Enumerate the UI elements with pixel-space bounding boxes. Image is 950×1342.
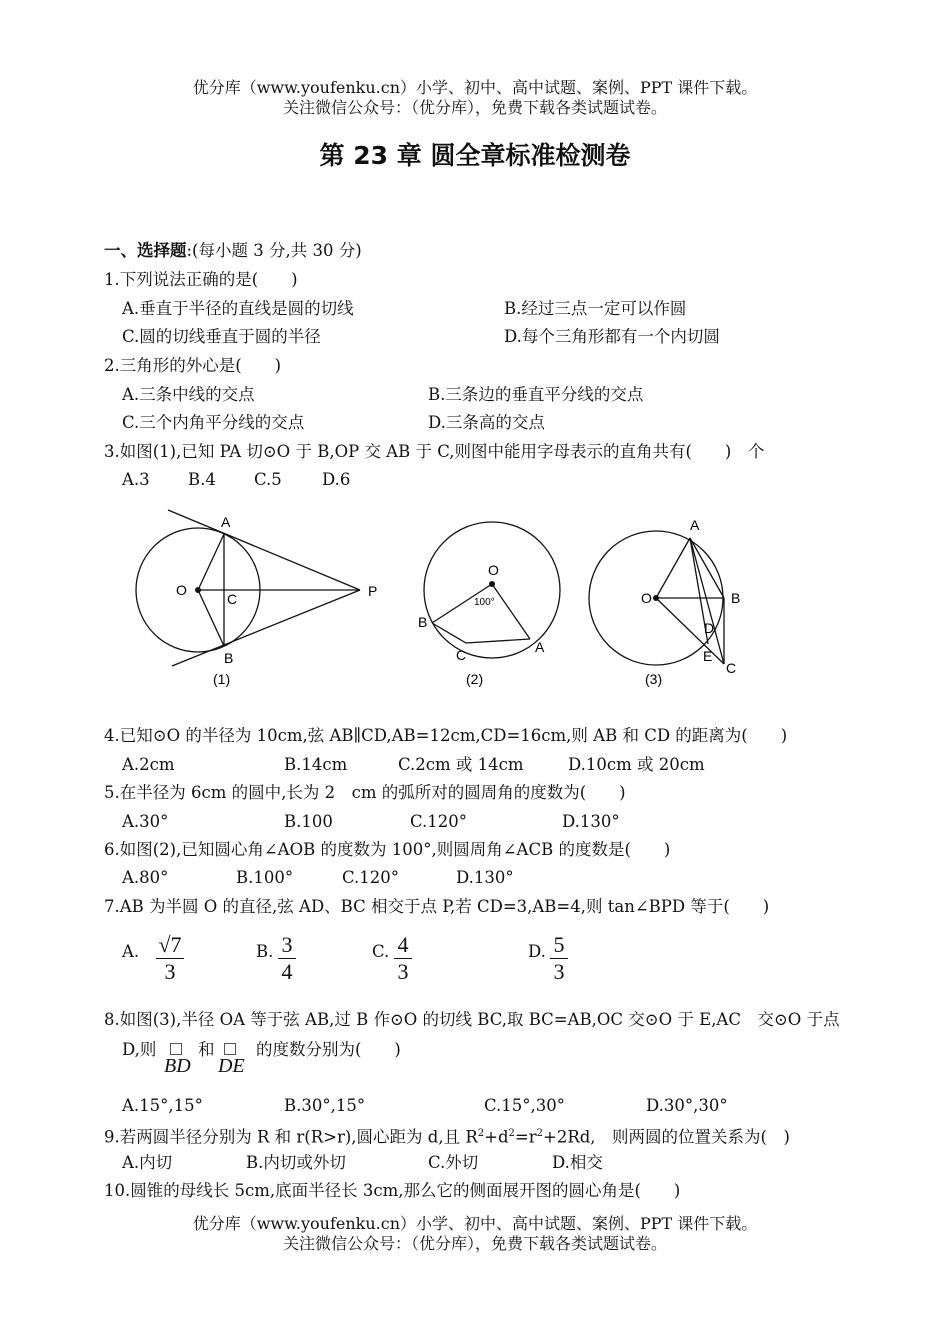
q7-option-d-label: D.: [528, 942, 546, 961]
q2-option-a: A.三条中线的交点: [122, 385, 255, 404]
q10-stem: 10.圆锥的母线长 5cm,底面半径长 3cm,那么它的侧面展开图的圆心角是( ): [104, 1181, 681, 1200]
q1-stem: 1.下列说法正确的是( ): [104, 270, 298, 289]
q2-option-c: C.三个内角平分线的交点: [122, 413, 305, 432]
fig1-label-o: O: [176, 582, 187, 598]
header-line-2: 关注微信公众号：（优分库），免费下载各类试题试卷。: [282, 98, 667, 117]
fig1-label-p: P: [368, 583, 378, 599]
q9-mid-1: +d: [484, 1127, 509, 1147]
fig2-angle-label: 100°: [474, 597, 495, 608]
fig2-center-dot: [489, 581, 495, 587]
fig2-label-c: C: [456, 647, 467, 663]
q9-stem-post: +2Rd, 则两圆的位置关系为( ): [543, 1127, 790, 1147]
fig1-center-dot: [195, 587, 201, 593]
section-note: :(每小题 3 分,共 30 分): [186, 241, 362, 260]
q4-option-d: D.10cm 或 20cm: [568, 755, 705, 774]
q9-sup-3: 2: [536, 1128, 543, 1139]
q5-option-b: B.100: [284, 812, 333, 831]
footer-line-1: 优分库（www.youfenku.cn）小学、初中、高中试题、案例、PPT 课件下载。: [192, 1214, 758, 1233]
fig3-label-b: B: [731, 590, 741, 606]
q5-option-a: A.30°: [122, 812, 169, 831]
q7-option-c-label: C.: [372, 942, 390, 961]
fig3-label-d: D: [704, 620, 715, 636]
q1-option-d: D.每个三角形都有一个内切圆: [504, 327, 720, 346]
q9-option-b: B.内切或外切: [246, 1153, 346, 1172]
footer-line-2: 关注微信公众号：（优分库），免费下载各类试题试卷。: [282, 1234, 667, 1253]
q9-sup-2: 2: [508, 1128, 515, 1139]
q3-option-c: C.5: [254, 470, 282, 489]
q5-option-d: D.130°: [562, 812, 620, 831]
q7-option-b-fraction: [276, 932, 298, 985]
q3-stem: 3.如图(1),已知 PA 切⊙O 于 B,OP 交 AB 于 C,则图中能用字母表示的直角共有( ) 个: [104, 442, 765, 461]
q7-b-numerator: 3: [281, 932, 293, 957]
figures: [0, 500, 950, 700]
q4-stem: 4.已知⊙O 的半径为 10cm,弦 AB∥CD,AB=12cm,CD=16cm,则 AB 和 CD 的距离为( ): [104, 726, 788, 745]
q9-option-c: C.外切: [428, 1153, 479, 1172]
q6-option-d: D.130°: [456, 868, 514, 887]
q8-arc-de: [218, 1055, 245, 1078]
q7-option-c-fraction: [392, 932, 414, 985]
q7-d-numerator: 5: [553, 932, 565, 957]
q7-option-b-label: B.: [256, 942, 274, 961]
q8-line2-and: 和: [198, 1040, 215, 1059]
q8-stem: 8.如图(3),半径 OA 等于弦 AB,过 B 作⊙O 的切线 BC,取 BC=AB,OC 交⊙O 于 E,AC 交⊙O 于点: [104, 1010, 840, 1029]
fig2-label-o: O: [488, 562, 499, 578]
q4-option-c: C.2cm 或 14cm: [398, 755, 524, 774]
q8-arc-de-text: DE: [218, 1055, 245, 1077]
figure-2: [424, 522, 560, 658]
q7-b-denominator: 4: [281, 959, 293, 984]
q2-option-d: D.三条高的交点: [428, 413, 545, 432]
q7-c-numerator: 4: [397, 932, 409, 957]
fig3-label-o: O: [641, 590, 652, 606]
q3-option-b: B.4: [188, 470, 216, 489]
section-heading: [104, 240, 362, 262]
q7-a-numerator: √7: [158, 932, 182, 957]
fig1-label-b: B: [224, 650, 234, 666]
q6-option-a: A.80°: [122, 868, 169, 887]
figure-1: [136, 510, 360, 666]
q7-c-denominator: 3: [397, 959, 409, 984]
q6-option-c: C.120°: [342, 868, 400, 887]
q5-option-c: C.120°: [410, 812, 468, 831]
q9-mid-2: =r: [514, 1127, 537, 1147]
q2-option-b: B.三条边的垂直平分线的交点: [428, 385, 644, 404]
q6-stem: 6.如图(2),已知圆心角∠AOB 的度数为 100°,则圆周角∠ACB 的度数是( ): [104, 840, 671, 859]
fig2-caption: (2): [466, 671, 484, 687]
q1-option-b: B.经过三点一定可以作圆: [504, 299, 687, 318]
q3-option-a: A.3: [122, 470, 150, 489]
header-line-1: 优分库（www.youfenku.cn）小学、初中、高中试题、案例、PPT 课件下载。: [192, 78, 758, 97]
q9-stem-pre: 9.若两圆半径分别为 R 和 r(R>r),圆心距为 d,且 R: [104, 1127, 478, 1147]
q8-option-d: D.30°,30°: [646, 1096, 728, 1115]
fig3-caption: (3): [645, 671, 663, 687]
section-label: 一、选择题: [104, 241, 187, 260]
q7-option-d-fraction: [548, 932, 570, 985]
fig3-label-c: C: [726, 660, 737, 676]
q1-option-a: A.垂直于半径的直线是圆的切线: [122, 299, 354, 318]
fig3-label-a: A: [690, 517, 700, 533]
q4-option-b: B.14cm: [284, 755, 348, 774]
q8-option-a: A.15°,15°: [122, 1096, 203, 1115]
q7-option-a-label: A.: [122, 942, 140, 961]
q8-option-c: C.15°,30°: [484, 1096, 566, 1115]
q8-arc-bd-text: BD: [164, 1055, 191, 1077]
q8-arc-bd: [164, 1055, 191, 1078]
q4-option-a: A.2cm: [122, 755, 175, 774]
fig3-label-e: E: [703, 648, 713, 664]
q8-line2-start: D,则: [122, 1040, 157, 1059]
q5-stem: 5.在半径为 6cm 的圆中,长为 2 cm 的弧所对的圆周角的度数为( ): [104, 783, 626, 802]
q6-option-b: B.100°: [236, 868, 294, 887]
q3-option-d: D.6: [322, 470, 351, 489]
fig3-center-dot: [653, 595, 659, 601]
q8-option-b: B.30°,15°: [284, 1096, 366, 1115]
q1-option-c: C.圆的切线垂直于圆的半径: [122, 327, 321, 346]
q7-stem: 7.AB 为半圆 O 的直径,弦 AD、BC 相交于点 P,若 CD=3,AB=4,则 tan∠BPD 等于( ): [104, 897, 770, 916]
q9-option-d: D.相交: [552, 1153, 603, 1172]
fig1-label-c: C: [227, 591, 238, 607]
fig2-label-b: B: [418, 614, 428, 630]
q9-stem: [104, 1123, 790, 1149]
q7-option-a-fraction: [154, 932, 186, 985]
q7-a-denominator: 3: [164, 959, 176, 984]
fig2-label-a: A: [535, 639, 545, 655]
q7-d-denominator: 3: [553, 959, 565, 984]
q9-option-a: A.内切: [122, 1153, 173, 1172]
fig1-label-a: A: [221, 514, 231, 530]
page-title: 第 23 章 圆全章标准检测卷: [319, 141, 631, 170]
q8-line2-end: 的度数分别为( ): [256, 1040, 401, 1059]
fig1-caption: (1): [213, 671, 231, 687]
q9-sup-1: 2: [477, 1128, 485, 1139]
q2-stem: 2.三角形的外心是( ): [104, 356, 282, 375]
